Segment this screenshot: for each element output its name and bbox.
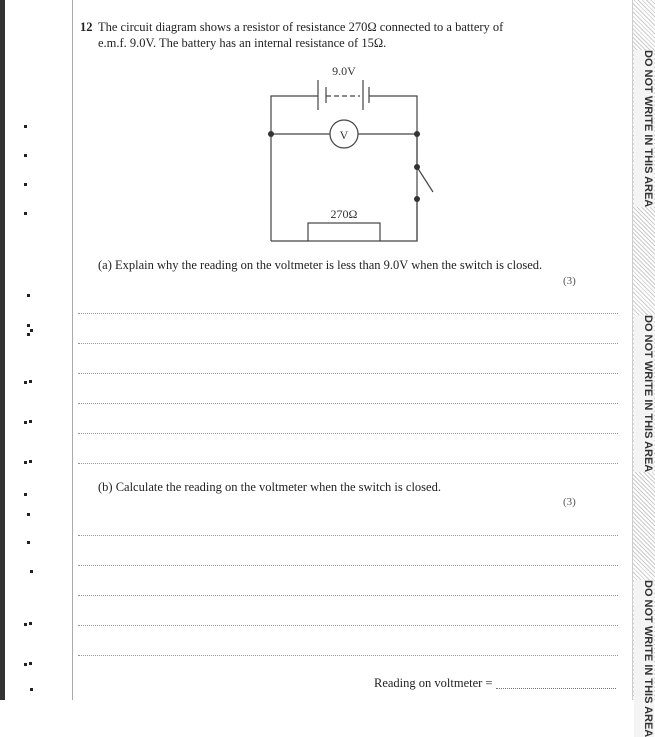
question: [80, 19, 540, 51]
voltmeter-label: V: [339, 128, 349, 142]
timing-mark: [30, 688, 33, 691]
timing-mark: [29, 380, 32, 383]
timing-mark: [24, 461, 27, 464]
timing-mark: [24, 154, 27, 157]
timing-mark: [29, 460, 32, 463]
timing-mark: [24, 183, 27, 186]
timing-mark: [24, 623, 27, 626]
answer-line[interactable]: [78, 313, 618, 314]
timing-mark: [27, 294, 30, 297]
answer-line[interactable]: [78, 595, 618, 596]
answer-label: Reading on voltmeter =: [374, 676, 493, 690]
timing-mark: [29, 622, 32, 625]
part-a-text: (a) Explain why the reading on the voltmeter is less than 9.0V when the switch is closed.: [98, 258, 543, 272]
timing-mark: [24, 125, 27, 128]
answer-line[interactable]: [78, 433, 618, 434]
timing-mark: [27, 333, 30, 336]
margin-line: [72, 0, 73, 700]
scan-edge: [0, 0, 5, 700]
answer-line[interactable]: [78, 625, 618, 626]
answer-line[interactable]: [78, 463, 618, 464]
answer-field[interactable]: [496, 688, 616, 689]
timing-mark: [24, 421, 27, 424]
answer-line[interactable]: [374, 676, 616, 691]
answer-line[interactable]: [78, 565, 618, 566]
answer-line[interactable]: [78, 403, 618, 404]
timing-mark: [27, 541, 30, 544]
battery-label: 9.0V: [332, 64, 356, 78]
timing-mark: [24, 381, 27, 384]
timing-mark: [24, 663, 27, 666]
timing-mark: [29, 420, 32, 423]
part-b-marks: (3): [563, 496, 576, 508]
answer-line[interactable]: [78, 343, 618, 344]
question-text: The circuit diagram shows a resistor of resistance 270Ω connected to a battery of e.m.f. 9.0V. The battery has an internal resistance of 15Ω.: [98, 20, 504, 50]
question-number: 12: [80, 20, 93, 34]
margin-warning: DO NOT WRITE IN THIS AREA: [634, 50, 654, 207]
answer-line[interactable]: [78, 373, 618, 374]
timing-mark: [27, 324, 30, 327]
circuit-diagram: [250, 55, 450, 255]
timing-mark: [24, 493, 27, 496]
part-b-text: (b) Calculate the reading on the voltmeter when the switch is closed.: [98, 480, 441, 494]
resistor-label: 270Ω: [330, 207, 358, 221]
part-a-marks: (3): [563, 275, 576, 287]
timing-mark: [29, 662, 32, 665]
margin-warning: DO NOT WRITE IN THIS AREA: [634, 315, 654, 472]
timing-mark: [24, 212, 27, 215]
answer-line[interactable]: [78, 535, 618, 536]
timing-mark: [30, 570, 33, 573]
answer-line[interactable]: [78, 655, 618, 656]
margin-warning: DO NOT WRITE IN THIS AREA: [634, 580, 654, 737]
timing-mark: [27, 513, 30, 516]
timing-mark: [30, 329, 33, 332]
